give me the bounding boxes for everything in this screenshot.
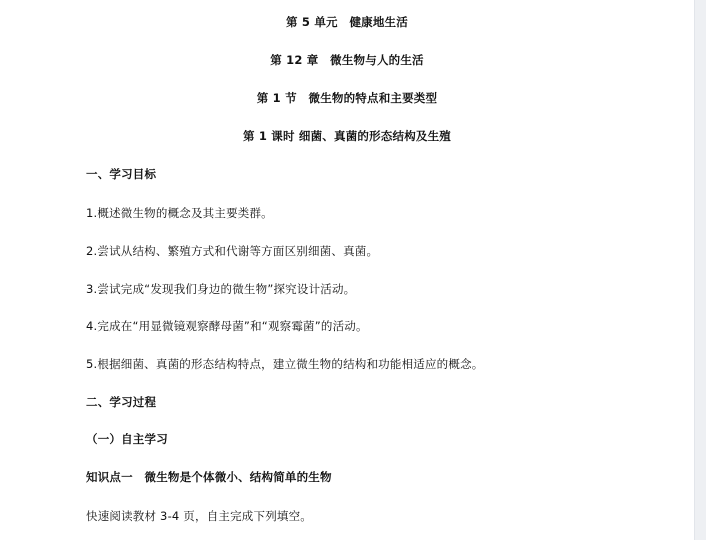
goal-item-1: 1.概述微生物的概念及其主要类群。 <box>86 206 273 220</box>
scrollbar-track[interactable] <box>694 0 706 540</box>
heading-learning-process: 二、学习过程 <box>86 395 157 409</box>
unit-title: 第 5 单元 健康地生活 <box>286 15 408 29</box>
goal-item-5: 5.根据细菌、真菌的形态结构特点，建立微生物的结构和功能相适应的概念。 <box>86 357 484 371</box>
goal-item-2: 2.尝试从结构、繁殖方式和代谢等方面区别细菌、真菌。 <box>86 244 379 258</box>
goal-item-3: 3.尝试完成“发现我们身边的微生物”探究设计活动。 <box>86 282 356 296</box>
instruction-text: 快速阅读教材 3-4 页，自主完成下列填空。 <box>86 509 312 523</box>
heading-learning-goals: 一、学习目标 <box>86 167 157 181</box>
knowledge-point-1: 知识点一 微生物是个体微小、结构简单的生物 <box>86 470 332 484</box>
section-title: 第 1 节 微生物的特点和主要类型 <box>256 91 438 105</box>
subheading-self-study: （一）自主学习 <box>86 432 168 446</box>
lesson-title: 第 1 课时 细菌、真菌的形态结构及生殖 <box>242 129 451 143</box>
chapter-title: 第 12 章 微生物与人的生活 <box>270 53 424 67</box>
goal-item-4: 4.完成在“用显微镜观察酵母菌”和“观察霉菌”的活动。 <box>86 319 368 333</box>
